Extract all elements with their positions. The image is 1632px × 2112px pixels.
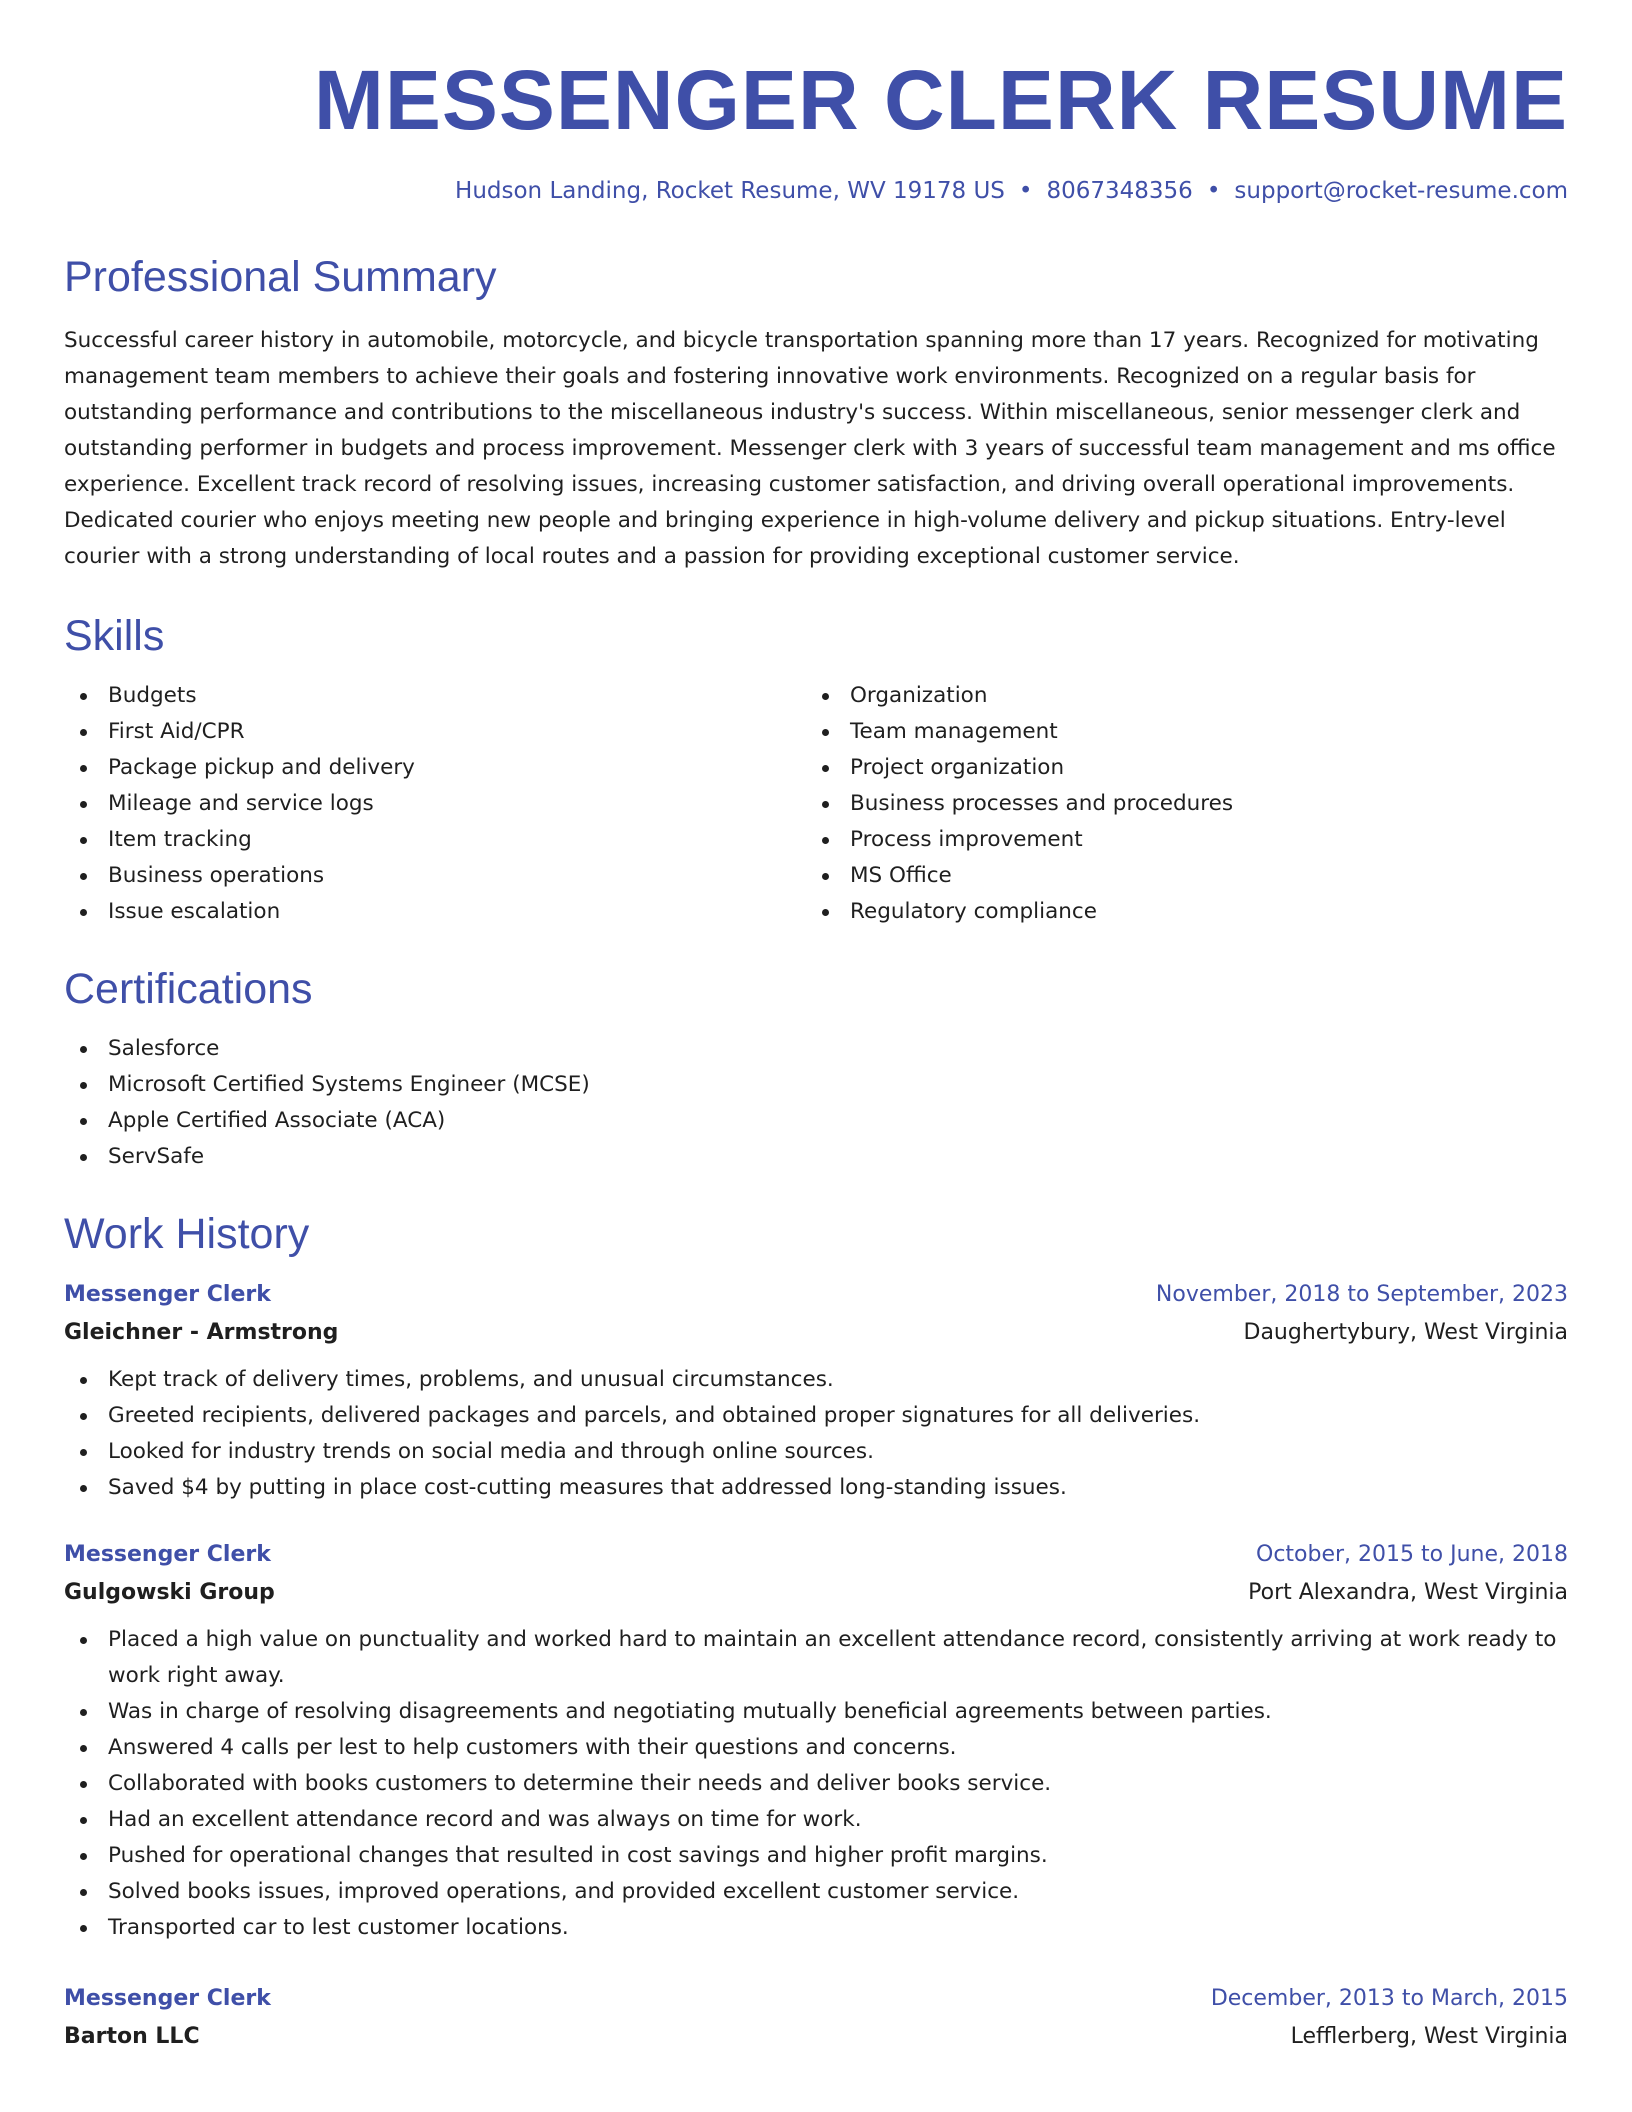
certification-item: ServSafe xyxy=(64,1139,1568,1175)
certification-item: Microsoft Certified Systems Engineer (MCSE) xyxy=(64,1067,1568,1103)
skill-item: Mileage and service logs xyxy=(64,786,806,822)
job-duty: Was in charge of resolving disagreements and negotiating mutually beneficial agreements between parties. xyxy=(64,1694,1568,1730)
job-dates: November, 2018 to September, 2023 xyxy=(1155,1282,1568,1307)
certification-item: Salesforce xyxy=(64,1031,1568,1067)
contact-phone: 8067348356 xyxy=(1046,178,1193,204)
contact-line xyxy=(64,176,1568,206)
job-title: Messenger Clerk xyxy=(64,1282,271,1307)
job-duty: Collaborated with books customers to determine their needs and deliver books service. xyxy=(64,1766,1568,1802)
skill-item: Organization xyxy=(806,678,1548,714)
job-company: Gleichner - Armstrong xyxy=(64,1320,339,1345)
job-location: Daughertybury, West Virginia xyxy=(1243,1320,1568,1345)
job-entry xyxy=(64,1540,1568,1946)
skill-item: Issue escalation xyxy=(64,894,806,930)
certification-item: Apple Certified Associate (ACA) xyxy=(64,1103,1568,1139)
contact-separator: • xyxy=(1206,178,1221,204)
job-location: Lefflerberg, West Virginia xyxy=(1290,2024,1568,2049)
skills-left-list xyxy=(64,678,806,930)
skill-item: Project organization xyxy=(806,750,1548,786)
job-title: Messenger Clerk xyxy=(64,1986,271,2011)
skills-columns xyxy=(64,678,1568,930)
job-location: Port Alexandra, West Virginia xyxy=(1248,1580,1568,1605)
job-duties-list xyxy=(64,1362,1568,1506)
job-duty: Looked for industry trends on social media and through online sources. xyxy=(64,1434,1568,1470)
skill-item: Business operations xyxy=(64,858,806,894)
contact-address: Hudson Landing, Rocket Resume, WV 19178 US xyxy=(455,178,1005,204)
job-duty: Had an excellent attendance record and was always on time for work. xyxy=(64,1802,1568,1838)
job-duty: Kept track of delivery times, problems, and unusual circumstances. xyxy=(64,1362,1568,1398)
job-entry xyxy=(64,1280,1568,1506)
job-dates: October, 2015 to June, 2018 xyxy=(1256,1542,1568,1567)
contact-separator: • xyxy=(1018,178,1033,204)
job-duty: Pushed for operational changes that resulted in cost savings and higher profit margins. xyxy=(64,1838,1568,1874)
skill-item: Team management xyxy=(806,714,1548,750)
skill-item: Process improvement xyxy=(806,822,1548,858)
job-duty: Solved books issues, improved operations, and provided excellent customer service. xyxy=(64,1874,1568,1910)
skill-item: Business processes and procedures xyxy=(806,786,1548,822)
summary-heading: Professional Summary xyxy=(64,253,497,301)
skills-right-list xyxy=(806,678,1548,930)
job-duty: Greeted recipients, delivered packages and parcels, and obtained proper signatures for all deliveries. xyxy=(64,1398,1568,1434)
skill-item: MS Office xyxy=(806,858,1548,894)
work-history-heading: Work History xyxy=(64,1210,310,1258)
job-duties-list xyxy=(64,1622,1568,1946)
job-duty: Answered 4 calls per lest to help customers with their questions and concerns. xyxy=(64,1730,1568,1766)
job-duty: Placed a high value on punctuality and worked hard to maintain an excellent attendance record, consistently arriving at work ready to work right away. xyxy=(64,1622,1568,1694)
skills-heading: Skills xyxy=(64,612,165,660)
contact-email[interactable]: support@rocket-resume.com xyxy=(1234,178,1568,204)
job-dates: December, 2013 to March, 2015 xyxy=(1210,1986,1568,2011)
job-company: Barton LLC xyxy=(64,2024,200,2049)
job-duty: Transported car to lest customer locations. xyxy=(64,1910,1568,1946)
skill-item: Item tracking xyxy=(64,822,806,858)
summary-text: Successful career history in automobile, motorcycle, and bicycle transportation spanning more than 17 years. Recognized for motivating management team members to achieve their goals and fostering innovative work environments. Recognized on a regular basis for outstanding performance and contributions to the miscellaneous industry's success. Within miscellaneous, senior messenger clerk and outstanding performer in budgets and process improvement. Messenger clerk with 3 years of successful team management and ms office experience. Excellent track record of resolving issues, increasing customer satisfaction, and driving overall operational improvements. Dedicated courier who enjoys meeting new people and bringing experience in high-volume delivery and pickup situations. Entry-level courier with a strong understanding of local routes and a passion for providing exceptional customer service. xyxy=(64,328,1556,569)
certifications-heading: Certifications xyxy=(64,965,313,1013)
job-company: Gulgowski Group xyxy=(64,1580,275,1605)
certifications-list xyxy=(64,1031,1568,1175)
skill-item: First Aid/CPR xyxy=(64,714,806,750)
job-entry xyxy=(64,1984,1568,2052)
resume-title: MESSENGER CLERK RESUME xyxy=(313,53,1568,147)
skill-item: Package pickup and delivery xyxy=(64,750,806,786)
skill-item: Regulatory compliance xyxy=(806,894,1548,930)
skill-item: Budgets xyxy=(64,678,806,714)
job-title: Messenger Clerk xyxy=(64,1542,271,1567)
job-duty: Saved $4 by putting in place cost-cutting measures that addressed long-standing issues. xyxy=(64,1470,1568,1506)
